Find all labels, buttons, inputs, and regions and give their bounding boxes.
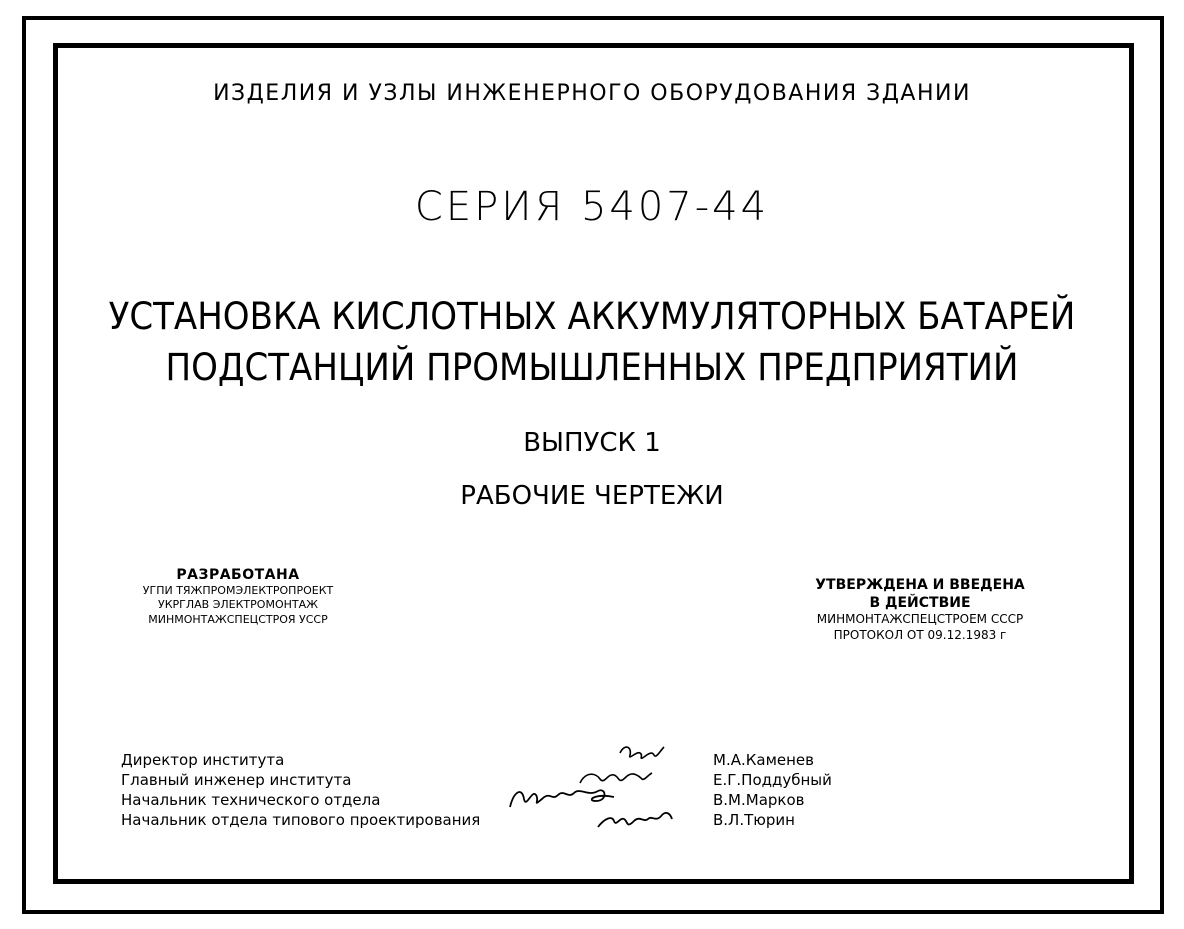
- approved-line: В ДЕЙСТВИЕ: [869, 595, 971, 612]
- title-line-1: УСТАНОВКА КИСЛОТНЫХ АККУМУЛЯТОРНЫХ БАТАРЕЙ: [108, 295, 1076, 338]
- developed-by-line: МИНМОНТАЖСПЕЦСТРОЯ УССР: [148, 612, 328, 626]
- signatory-position: Начальник отдела типового проектирования: [121, 811, 481, 829]
- developed-by-line: УГПИ ТЯЖПРОМЭЛЕКТРОПРОЕКТ: [142, 584, 334, 598]
- subtitle: РАБОЧИЕ ЧЕРТЕЖИ: [460, 481, 724, 511]
- approved-line: МИНМОНТАЖСПЕЦСТРОЕМ СССР: [816, 612, 1024, 627]
- signatory-name: Е.Г.Поддубный: [713, 771, 832, 789]
- signatory-name: М.А.Каменев: [713, 751, 815, 769]
- signatory-name: В.Л.Тюрин: [713, 811, 795, 829]
- issue-number: ВЫПУСК 1: [523, 428, 661, 458]
- title-line-2: ПОДСТАНЦИЙ ПРОМЫШЛЕННЫХ ПРЕДПРИЯТИЙ: [165, 346, 1019, 389]
- developed-by-line: УКРГЛАВ ЭЛЕКТРОМОНТАЖ: [158, 598, 318, 612]
- handwritten-signatures: [500, 735, 710, 845]
- signatory-positions: [121, 750, 480, 830]
- signatory-names: [713, 750, 832, 830]
- approved-block: [800, 576, 1040, 644]
- signatory-position: Главный инженер института: [121, 771, 352, 789]
- approval-protocol: ПРОТОКОЛ ОТ 09.12.1983 г: [833, 627, 1007, 642]
- header-line: ИЗДЕЛИЯ И УЗЛЫ ИНЖЕНЕРНОГО ОБОРУДОВАНИЯ ЗДАНИИ: [213, 81, 971, 106]
- approved-heading: УТВЕРЖДЕНА И ВВЕДЕНА: [815, 577, 1025, 593]
- signatory-name: В.М.Марков: [713, 791, 805, 809]
- series-number: СЕРИЯ 5407-44: [414, 184, 770, 230]
- developed-by-heading: РАЗРАБОТАНА: [176, 567, 300, 583]
- signatory-position: Директор института: [121, 751, 285, 769]
- developed-by-block: [113, 566, 363, 627]
- signatory-position: Начальник технического отдела: [121, 791, 381, 809]
